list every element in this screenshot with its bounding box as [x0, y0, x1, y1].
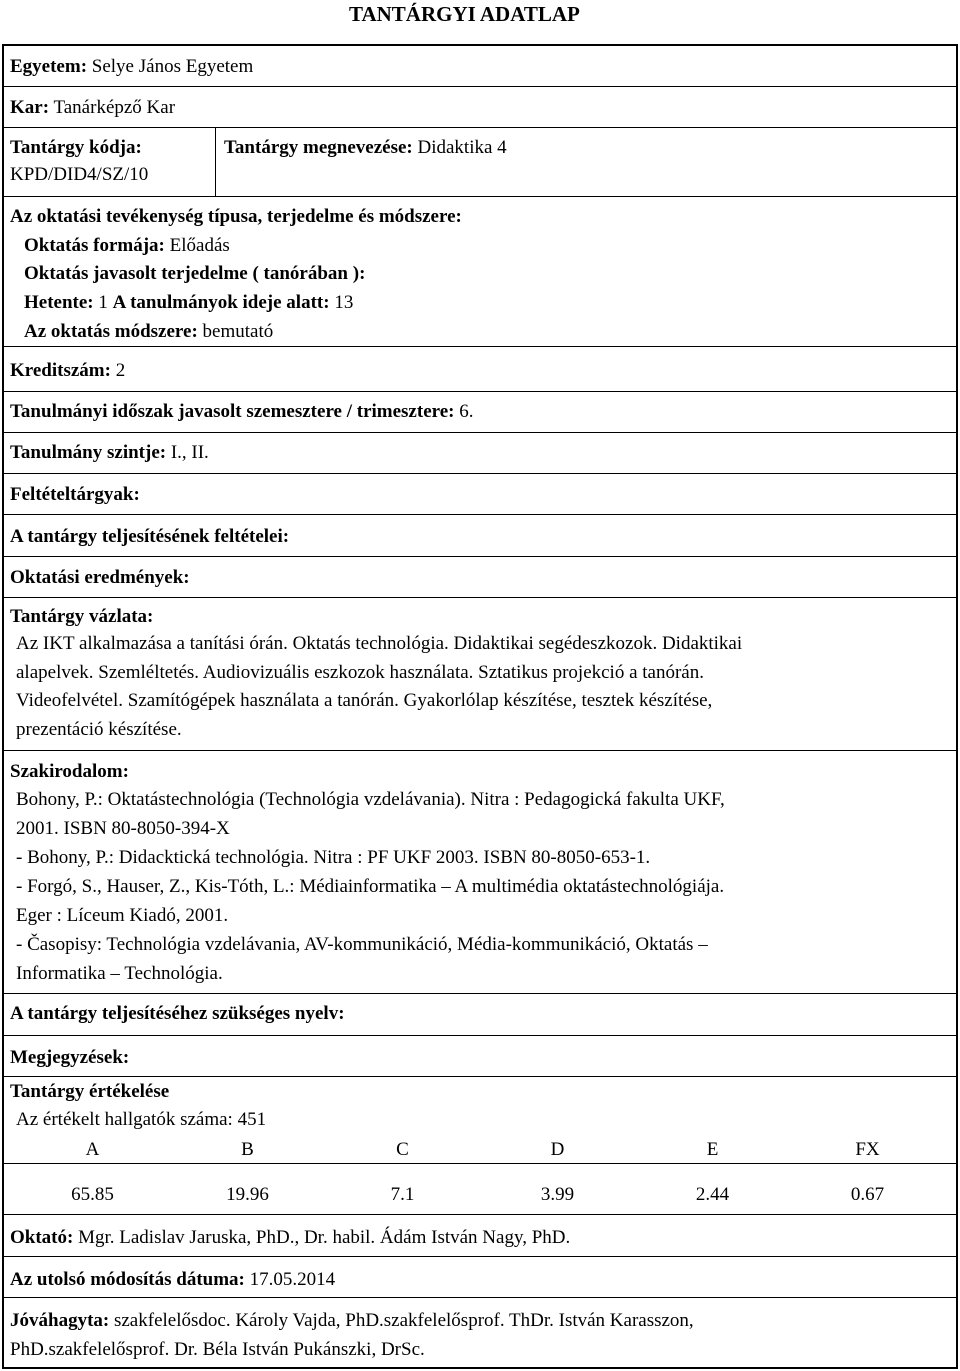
outline-label: Tantárgy vázlata:	[10, 606, 154, 627]
outline-row	[4, 598, 956, 751]
prerequisites-row	[4, 474, 956, 515]
outcomes-label: Oktatási eredmények:	[10, 567, 190, 588]
evaluation-label: Tantárgy értékelése	[10, 1081, 170, 1102]
notes-row	[4, 1036, 956, 1077]
activity-weekly-label: Hetente:	[24, 292, 94, 313]
level-label: Tanulmány szintje:	[10, 442, 167, 463]
activity-form-label: Oktatás formája:	[24, 235, 165, 256]
language-label: A tantárgy teljesítéséhez szükséges nyelv:	[10, 1003, 345, 1024]
activity-scope-label: Oktatás javasolt terjedelme ( tanórában ):	[24, 263, 366, 284]
grade-percentage: 3.99	[540, 1184, 575, 1205]
outline-line: Az IKT alkalmazása a tanítási órán. Oktatás technológia. Didaktikai segédeszkozok. Didaktikai	[16, 633, 743, 654]
literature-line: - Forgó, S., Hauser, Z., Kis-Tóth, L.: Médiainformatika – A multimédia oktatástechnológiája.	[16, 876, 725, 897]
grade-header: B	[241, 1139, 254, 1160]
grade-header: C	[396, 1139, 409, 1160]
activity-row	[4, 197, 956, 347]
faculty-value: Tanárképző Kar	[53, 97, 176, 118]
language-row	[4, 994, 956, 1036]
approval-label: Jóváhagyta:	[10, 1310, 110, 1331]
instructor-row	[4, 1215, 956, 1257]
activity-heading: Az oktatási tevékenység típusa, terjedelme és módszere:	[10, 206, 462, 227]
completion-row	[4, 515, 956, 557]
literature-line: Eger : Líceum Kiadó, 2001.	[16, 905, 229, 926]
faculty-label: Kar:	[10, 97, 50, 118]
prerequisites-label: Feltételtárgyak:	[10, 484, 140, 505]
evaluated-count: Az értékelt hallgatók száma: 451	[16, 1109, 267, 1130]
activity-method-label: Az oktatás módszere:	[24, 321, 198, 342]
grade-header: D	[550, 1139, 565, 1160]
course-code-value: KPD/DID4/SZ/10	[10, 164, 149, 185]
activity-total-value: 13	[334, 292, 354, 313]
university-label: Egyetem:	[10, 56, 88, 77]
semester-row	[4, 392, 956, 433]
literature-row	[4, 751, 956, 994]
course-identity-row	[4, 128, 956, 197]
completion-label: A tantárgy teljesítésének feltételei:	[10, 526, 290, 547]
university-value: Selye János Egyetem	[91, 56, 254, 77]
grade-percentage: 19.96	[226, 1184, 269, 1205]
approval-line-1: szakfelelősdoc. Károly Vajda, PhD.szakfelelősprof. ThDr. István Karasszon,	[113, 1310, 694, 1331]
modified-value: 17.05.2014	[249, 1269, 336, 1290]
faculty-row	[4, 87, 956, 128]
document-title-text: TANTÁRGYI ADATLAP	[349, 2, 580, 26]
level-value: I., II.	[170, 442, 209, 463]
course-code-label: Tantárgy kódja:	[10, 137, 142, 158]
column-divider	[215, 128, 216, 196]
outcomes-row	[4, 557, 956, 598]
modified-label: Az utolsó módosítás dátuma:	[10, 1269, 245, 1290]
semester-value: 6.	[459, 401, 474, 422]
grade-header: A	[85, 1139, 100, 1160]
grade-header: E	[706, 1139, 719, 1160]
notes-label: Megjegyzések:	[10, 1047, 130, 1068]
literature-line: 2001. ISBN 80-8050-394-X	[16, 818, 230, 839]
course-name-label: Tantárgy megnevezése:	[224, 137, 413, 158]
literature-line: - Bohony, P.: Didacktická technológia. Nitra : PF UKF 2003. ISBN 80-8050-653-1.	[16, 847, 651, 868]
grade-percentage: 65.85	[71, 1184, 114, 1205]
credits-label: Kreditszám:	[10, 360, 111, 381]
approval-row	[4, 1298, 956, 1367]
percentages-row	[4, 1164, 956, 1215]
grade-percentage: 0.67	[850, 1184, 885, 1205]
instructor-value: Mgr. Ladislav Jaruska, PhD., Dr. habil. Ádám István Nagy, PhD.	[78, 1227, 571, 1248]
level-row	[4, 433, 956, 474]
activity-weekly-value: 1	[98, 292, 108, 313]
literature-line: - Časopisy: Technológia vzdelávania, AV-kommunikáció, Média-kommunikáció, Oktatás –	[16, 934, 708, 955]
grade-percentages	[15, 1184, 945, 1207]
literature-line: Bohony, P.: Oktatástechnológia (Technológia vzdelávania). Nitra : Pedagogická fakulta UKF,	[16, 789, 725, 810]
activity-total-label: A tanulmányok ideje alatt:	[112, 292, 330, 313]
grade-headers	[15, 1139, 945, 1162]
approval-line-2: PhD.szakfelelősprof. Dr. Béla István Pukánszki, DrSc.	[10, 1339, 425, 1360]
outline-line: alapelvek. Szemléltetés. Audiovizuális eszkozok használata. Sztatikus projekció a tanórán.	[16, 662, 704, 683]
evaluation-row	[4, 1077, 956, 1164]
literature-line: Informatika – Technológia.	[16, 963, 223, 984]
university-row	[4, 46, 956, 87]
activity-form-value: Előadás	[169, 235, 230, 256]
grade-header: FX	[855, 1139, 880, 1160]
grade-percentage: 7.1	[390, 1184, 415, 1205]
semester-label: Tanulmányi időszak javasolt szemesztere / trimesztere:	[10, 401, 455, 422]
grade-percentage: 2.44	[695, 1184, 730, 1205]
outline-line: Videofelvétel. Szamítógépek használata a tanórán. Gyakorlólap készítése, tesztek készítése,	[16, 690, 713, 711]
instructor-label: Oktató:	[10, 1227, 74, 1248]
credits-value: 2	[115, 360, 126, 381]
activity-method-value: bemutató	[202, 321, 274, 342]
literature-label: Szakirodalom:	[10, 761, 129, 782]
credits-row	[4, 347, 956, 392]
course-name-value: Didaktika 4	[417, 137, 507, 158]
outline-line: prezentáció készítése.	[16, 719, 182, 740]
modified-row	[4, 1257, 956, 1298]
course-datasheet	[2, 44, 958, 1369]
